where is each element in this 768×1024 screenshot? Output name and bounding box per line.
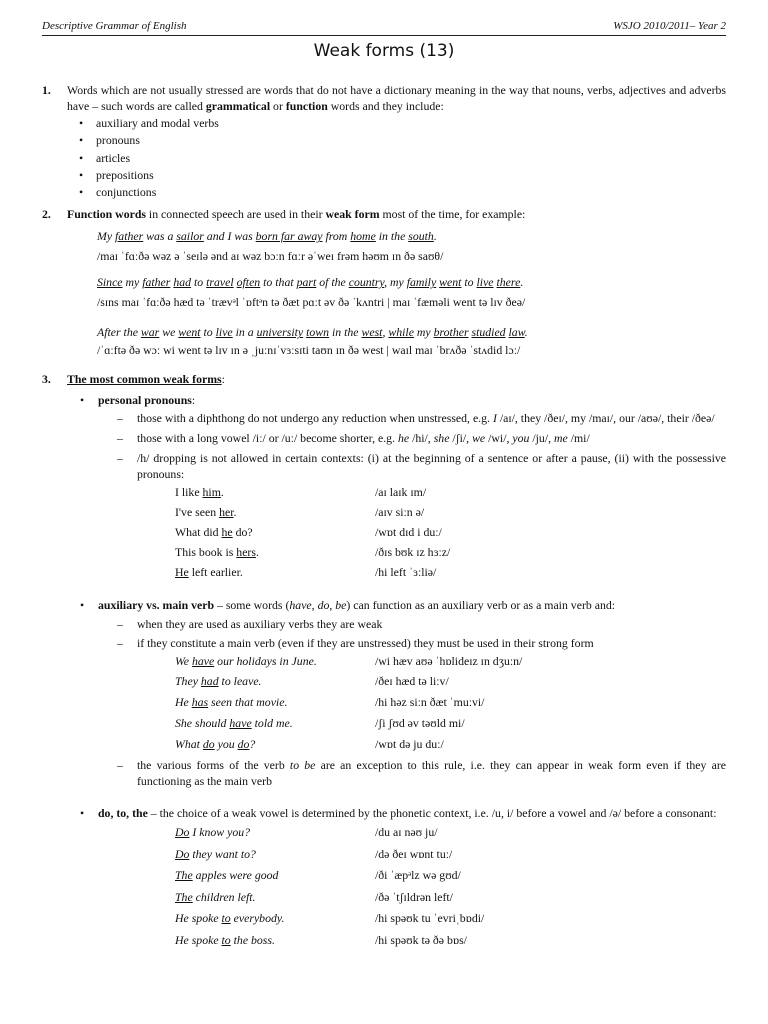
table-row [42,694,726,715]
subsection-do-to-the: • do, to, the – the choice of a weak vowel is determined by the phonetic context, i.e. /u, i/ before a vowel and /ə/ before a consonant: [42,805,726,821]
header-course: Descriptive Grammar of English [42,20,187,32]
header-year: WSJO 2010/2011– Year 2 [613,20,726,32]
phonetic-transcription: /hi spəʊk tu ˈevriˌbɒdi/ [375,911,485,926]
table-row [42,673,726,694]
example-table [42,824,726,953]
rule-item: – /h/ dropping is not allowed in certain contexts: (i) at the beginning of a sentence or after a pause, (ii) with the possessive pronouns: [42,450,726,482]
table-row [42,867,726,889]
section-text: or [270,99,286,113]
table-row [42,524,726,544]
rule-item: – those with a diphthong do not undergo any reduction when unstressed, e.g. I /aɪ/, they /ðeɪ/, my /maɪ/, our /aʊə/, their /ðeə/ [42,410,726,426]
table-row [42,653,726,673]
table-row [42,484,726,504]
example-sentence: I've seen her. [175,505,237,520]
keyword: Function words [67,207,146,222]
example-sentence: They had to leave. [175,674,262,689]
example-sentence: What did he do? [175,525,253,540]
list-item: • conjunctions [42,184,726,201]
table-row [42,910,726,932]
page-title: Weak forms (13) [313,41,455,61]
list-item: • pronouns [42,132,726,149]
example-table [42,653,726,756]
example-sentence: He spoke to everybody. [175,911,285,926]
subsection-label: auxiliary vs. main verb [98,598,215,613]
rule-item: – when they are used as auxiliary verbs they are weak [42,616,726,632]
rule-item: – the various forms of the verb to be are an exception to this rule, i.e. they can appear in weak form even if they are functioning as the main verb [42,757,726,789]
table-row [42,932,726,954]
subsection-personal-pronouns: • personal pronouns: [42,392,726,408]
section-2 [42,206,726,222]
subsection-label: do, to, the [98,806,148,821]
example-sentence: Do I know you? [175,825,251,840]
section-number: 1. [42,83,51,97]
example-table [42,484,726,583]
section-text: Words which are not usually stressed are words that do not have a dictionary meaning in the way that nouns, verbs, adjectives and adverbs have – such words are called [67,83,726,113]
section-heading: The most common weak forms [67,372,222,387]
table-row [42,889,726,911]
section-3: 3. The most common weak forms: [42,372,225,387]
document-body [42,82,726,953]
phonetic-transcription: /wi hæv aʊə ˈhɒlideɪz ɪn dʒuːn/ [375,654,523,669]
list-item: • auxiliary and modal verbs [42,115,726,132]
example-sentence: Since my father had to travel often to that part of the country, my family went to live there. [97,275,524,290]
phonetic-transcription: /də ðeɪ wɒnt tuː/ [375,846,453,861]
phonetic-transcription: /maɪ ˈfɑːðə wəz ə ˈseɪlə ənd aɪ wəz bɔːn fɑːr əˈweɪ frəm həʊm ɪn ðə saʊθ/ [97,249,444,264]
phonetic-transcription: /wɒt dɪd i duː/ [375,525,442,540]
example-sentence: She should have told me. [175,716,293,731]
phonetic-transcription: /aɪ laɪk ɪm/ [375,485,427,500]
example-sentence: He left earlier. [175,564,243,579]
rule-item: – if they constitute a main verb (even if they are unstressed) they must be used in their strong form [42,635,726,651]
phonetic-transcription: /sɪns maɪ ˈfɑːðə hæd tə ˈtrævᵊl ˈɒftᵊn tə ðæt pɑːt əv ðə ˈkʌntri | maɪ ˈfæməli went tə lɪv ðeə/ [97,295,526,310]
example-sentence: He has seen that movie. [175,695,288,710]
list-item: • articles [42,150,726,167]
phonetic-transcription: /ði ˈæpᵊlz wə gʊd/ [375,868,461,883]
phonetic-transcription: /ˈɑːftə ðə wɔː wi went tə lɪv ɪn ə ˌjuːnɪˈvɜːsɪti taʊn ɪn ðə west | waɪl maɪ ˈbrʌðə ˈstʌdid lɔː/ [97,343,521,358]
table-row [42,736,726,756]
phonetic-transcription: /ðɪs bʊk ɪz hɜːz/ [375,544,451,559]
phonetic-transcription: /hi spəʊk tə ðə bɒs/ [375,932,467,947]
example-sentence: Do they want to? [175,846,256,861]
example-sentence: I like him. [175,485,224,500]
section-text: most of the time, for example: [379,207,526,222]
table-row [42,544,726,564]
phonetic-transcription: /aɪv siːn ə/ [375,505,425,520]
table-row [42,564,726,584]
keyword: function [285,99,328,113]
phonetic-transcription: /wɒt də ju duː/ [375,737,444,752]
keyword: weak form [325,207,380,222]
phonetic-transcription: /hi həz siːn ðæt ˈmuːvi/ [375,695,485,710]
subsection-label: personal pronouns [98,393,192,408]
running-header [42,20,726,32]
keyword: grammatical [205,99,271,113]
example-sentence: What do you do? [175,737,256,752]
table-row [42,846,726,868]
example-sentence: After the war we went to live in a university town in the west, while my brother studied law. [97,325,528,340]
table-row [42,504,726,524]
rule-item: – those with a long vowel /iː/ or /uː/ become shorter, e.g. he /hi/, she /ʃi/, we /wi/, you /ju/, me /mi/ [42,430,726,446]
table-row [42,824,726,846]
section-text: in connected speech are used in their [145,207,326,222]
phonetic-transcription: /ʃi ʃʊd əv təʊld mi/ [375,716,465,731]
example-sentence: My father was a sailor and I was born far away from home in the south. [97,229,437,244]
header-rule [42,35,726,36]
example-sentence: He spoke to the boss. [175,932,275,947]
phonetic-transcription: /hi left ˈɜːliə/ [375,564,437,579]
example-sentence: We have our holidays in June. [175,654,317,669]
section-number: 3. [42,372,51,387]
phonetic-transcription: /ðeɪ hæd tə liːv/ [375,674,449,689]
section-1 [42,82,726,114]
document-page [42,0,726,1024]
section-text: words and they include: [327,99,444,113]
example-sentence: This book is hers. [175,544,259,559]
example-sentence: The children left. [175,889,256,904]
section-number: 2. [42,207,51,222]
phonetic-transcription: /ðə ˈtʃɪldrən left/ [375,889,453,904]
example-sentence: The apples were good [175,868,279,883]
subsection-auxiliary-vs-main-verb: • auxiliary vs. main verb – some words (have, do, be) can function as an auxiliary verb or as a main verb and: [42,597,726,613]
phonetic-transcription: /du aɪ nəʊ ju/ [375,825,438,840]
function-word-list [42,115,726,201]
table-row [42,715,726,736]
list-item: • prepositions [42,167,726,184]
